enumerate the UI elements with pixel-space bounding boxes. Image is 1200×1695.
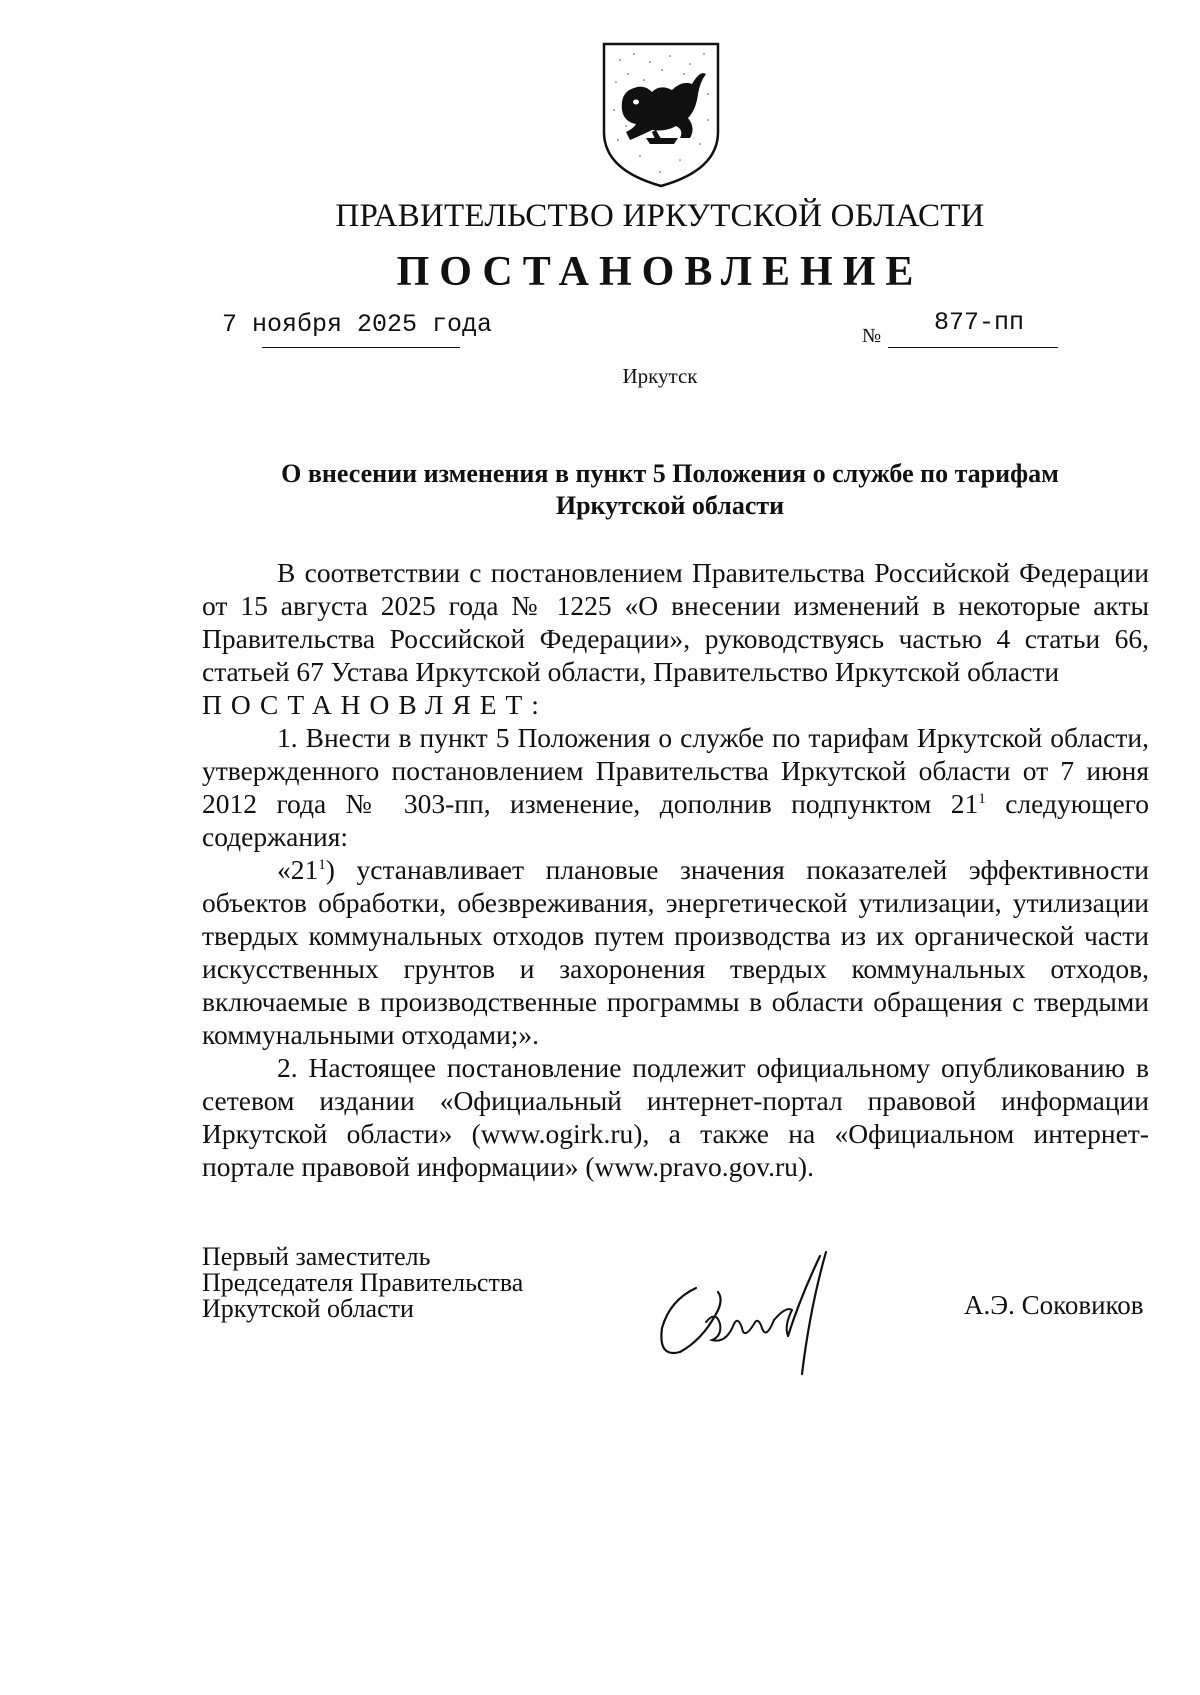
item-1-superscript: 1 xyxy=(978,791,986,807)
subitem-superscript: 1 xyxy=(318,857,326,873)
subject-line-1: О внесении изменения в пункт 5 Положения о службе по тарифам xyxy=(281,459,1059,488)
item-1-text: 1. Внести в пункт 5 Положения о службе по тарифам Иркутской области, утвержденного постановлением Правительства Иркутской области от 7 июня 2012 года № 303-пп, изменение, дополнив подпунктом 21 xyxy=(202,722,1149,819)
government-title: ПРАВИТЕЛЬСТВО ИРКУТСКОЙ ОБЛАСТИ xyxy=(335,198,985,234)
number-sign: № xyxy=(862,325,882,347)
irkutsk-coat-of-arms-icon xyxy=(600,40,722,190)
document-date: 7 ноября 2025 года xyxy=(222,310,493,339)
signer-position xyxy=(202,1244,523,1322)
position-line-3: Иркутской области xyxy=(202,1294,414,1323)
handwritten-signature-icon xyxy=(650,1248,860,1378)
item-1-tail: следующего содержания: xyxy=(202,788,1149,852)
document-number: 877-пп xyxy=(934,308,1025,337)
document-city: Иркутск xyxy=(622,364,698,388)
subject-line-2: Иркутской области xyxy=(555,491,785,520)
item-1-paragraph xyxy=(202,721,1149,853)
decree-word-text: ПОСТАНОВЛЯЕТ: xyxy=(202,689,548,720)
subitem-text: ) устанавливает плановые значения показателей эффективности объектов обработки, обезвреживания, энергетической утилизации, утилизации твердых коммунальных отходов путем производства из их органической части искусственных грунтов и захоронения твердых коммунальных отходов, включаемые в производственные программы в области обращения с твердыми коммунальными отходами;». xyxy=(202,854,1149,1050)
subitem-21-1-paragraph xyxy=(202,853,1149,1051)
subitem-open: «21 xyxy=(277,854,319,885)
document-subject xyxy=(220,458,1120,522)
date-underline xyxy=(262,347,460,348)
signer-name: А.Э. Соковиков xyxy=(964,1290,1144,1320)
decree-word xyxy=(202,688,1149,721)
document-body xyxy=(202,556,1149,1183)
document-type-heading: ПОСТАНОВЛЕНИЕ xyxy=(396,249,924,295)
position-line-2: Председателя Правительства xyxy=(202,1268,524,1297)
preamble-paragraph: В соответствии с постановлением Правительства Российской Федерации от 15 августа 2025 года № 1225 «О внесении изменений в некоторые акты Правительства Российской Федерации», руководствуясь частью 4 статьи 66, статьей 67 Устава Иркутской области, Правительство Иркутской области xyxy=(202,557,1149,687)
position-line-1: Первый заместитель xyxy=(202,1242,431,1271)
item-2-paragraph: 2. Настоящее постановление подлежит официальному опубликованию в сетевом издании «Официальный интернет-портал правовой информации Иркутской области» (www.ogirk.ru), а также на «Официальном интернет-портале правовой информации» (www.pravo.gov.ru). xyxy=(202,1052,1149,1182)
number-underline xyxy=(888,347,1058,348)
